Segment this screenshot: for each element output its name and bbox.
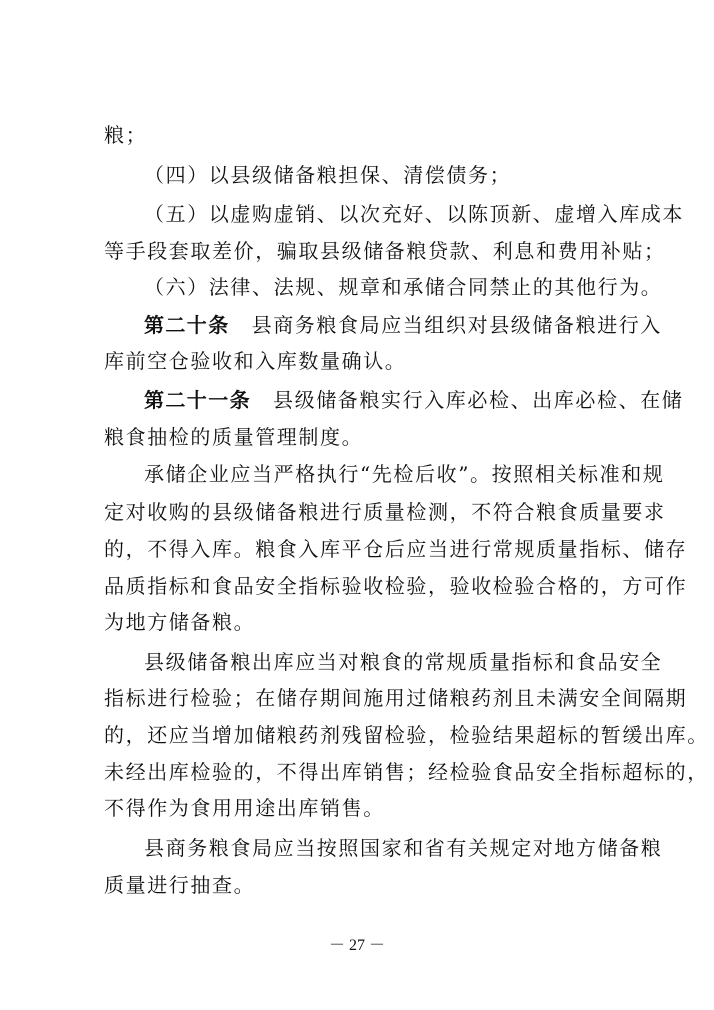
text-line: 的，不得入库。粮食入库平仓后应当进行常规质量指标、储存 [104,537,688,561]
text-line: 的，还应当增加储粮药剂残留检验，检验结果超标的暂缓出库。 [104,723,709,747]
text-line: 质量进行抽查。 [104,873,256,897]
text-line: （五）以虚购虚销、以次充好、以陈顶新、虚增入库成本 [144,202,684,226]
text-line: 库前空仓验收和入库数量确认。 [104,349,407,373]
text-line: 粮； [104,123,148,147]
page-number: － 27 － [328,937,385,954]
text-line: 指标进行检验；在储存期间施用过储粮药剂且未满安全间隔期 [104,686,688,710]
article-21-line [144,388,714,412]
article-21-heading: 第二十一条 [144,388,251,412]
text-line: 不得作为食用用途出库销售。 [104,796,385,820]
text-line: 未经出库检验的，不得出库销售；经检验食品安全指标超标的， [104,760,709,784]
text-line: 为地方储备粮。 [104,610,256,634]
article-21-text: 县级储备粮实行入库必检、出库必检、在储 [273,388,684,412]
text-line: 定对收购的县级储备粮进行质量检测，不符合粮食质量要求 [104,500,666,524]
article-20-text: 县商务粮食局应当组织对县级储备粮进行入 [251,313,663,337]
text-line: 县级储备粮出库应当对粮食的常规质量指标和食品安全 [144,650,663,674]
text-line: （六）法律、法规、规章和承储合同禁止的其他行为。 [144,275,663,299]
text-line: 等手段套取差价，骗取县级储备粮贷款、利息和费用补贴； [104,239,666,263]
article-20-heading: 第二十条 [144,313,230,337]
text-line: 粮食抽检的质量管理制度。 [104,425,364,449]
text-line: （四）以县级储备粮担保、清偿债务； [144,163,512,187]
article-20-line [144,313,714,337]
text-line: 品质指标和食品安全指标验收检验，验收检验合格的，方可作 [104,574,688,598]
text-line: 县商务粮食局应当按照国家和省有关规定对地方储备粮 [144,836,663,860]
text-line: 承储企业应当严格执行“先检后收”。按照相关标准和规 [144,462,665,486]
